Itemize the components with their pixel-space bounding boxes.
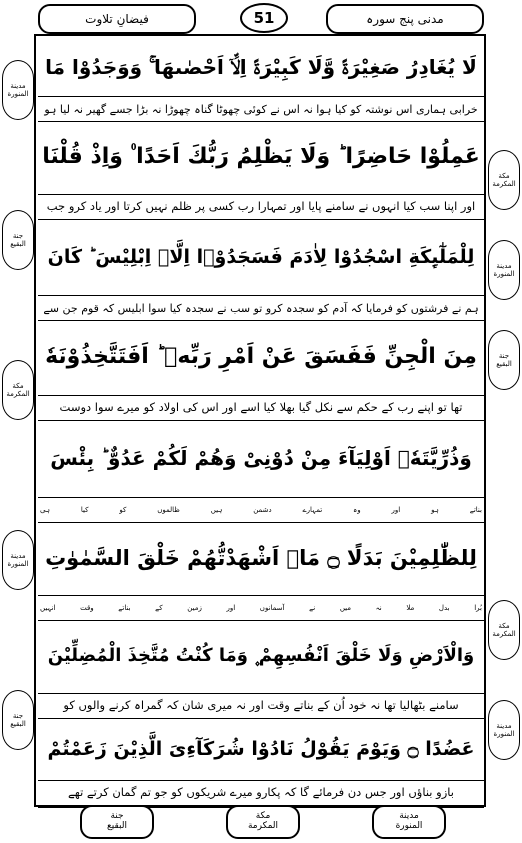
arabic-line-3 (40, 222, 482, 292)
line-rule (38, 620, 484, 621)
translation-text: ہم نے فرشتوں کو فرمایا کہ آدم کو سجدہ کرو تو سب نے سجدہ کیا سوا ابلیس کہ قوم جن سے (43, 301, 479, 315)
medallion-text: جنة (12, 231, 24, 240)
line-rule (38, 194, 484, 195)
medallion-text: البقیع (10, 240, 26, 248)
medallion-text: المكرمة (6, 390, 30, 398)
footer-text: البقیع (106, 821, 128, 831)
translation-text: اور اپنا سب کیا انہوں نے سامنے پایا اور تمہارا رب کسی پر ظلم نہیں کرتا اور یاد کرو جب (46, 199, 476, 214)
medallion-text: المنورة (493, 270, 515, 278)
page-number-text: 51 (253, 9, 275, 27)
side-medallion-left-3 (2, 360, 34, 420)
arabic-text: لَا یُغَادِرُ صَغِیْرَۃً وَّلَا کَبِیْرَۃً اِلَّاۤ اَحْصٰىهَا ۚ وَوَجَدُوْا مَا (45, 55, 477, 79)
footer-medallion-1 (80, 805, 154, 839)
medallion-text: مكة (498, 621, 510, 630)
header-right-title (326, 4, 484, 34)
medallion-text: مكة (12, 381, 24, 390)
medallion-text: البقیع (496, 360, 512, 368)
translation-line-2 (40, 197, 482, 217)
line-rule (38, 497, 484, 498)
medallion-text: مدینة (10, 551, 26, 560)
line-rule (38, 693, 484, 694)
side-medallion-right-1 (488, 150, 520, 210)
line-rule (38, 718, 484, 719)
medallion-text: جنة (12, 711, 24, 720)
translation-text: بناتے ہو اور وہ تمہارے دشمن ہیں ظالموں کو کیا ہی (40, 505, 482, 514)
medallion-text: مدینة (496, 261, 512, 270)
header-left-title (38, 4, 196, 34)
footer-text: جنة (110, 811, 124, 822)
translation-text: بازو بناؤں اور جس دن فرمائے گا کہ پکارو میرے شریکوں کو جو تم گمان کرتے تھے (68, 785, 454, 800)
footer-medallion-3 (372, 805, 446, 839)
translation-line-1 (40, 99, 482, 119)
translation-line-8 (40, 783, 482, 803)
arabic-text: وَالْاَرْضِ وَلَا خَلْقَ اَنْفُسِهِمْ ۪ وَمَا كُنْتُ مُتَّخِذَ الْمُضِلِّیْنَ (47, 645, 475, 666)
medallion-text: مدینة (10, 81, 26, 90)
translation-line-5 (40, 500, 482, 520)
medallion-text: المنورة (493, 730, 515, 738)
side-medallion-left-5 (2, 690, 34, 750)
page-number (240, 3, 288, 33)
footer-text: مدینة (399, 811, 419, 822)
line-rule (38, 320, 484, 321)
arabic-line-8 (40, 721, 482, 777)
arabic-line-4 (40, 323, 482, 391)
arabic-line-1 (40, 40, 482, 94)
side-medallion-right-3 (488, 330, 520, 390)
medallion-text: المكرمة (492, 630, 516, 638)
translation-line-7 (40, 696, 482, 716)
side-medallion-right-2 (488, 240, 520, 300)
arabic-text: عَضُدًا ۝ وَیَوْمَ یَقُوْلُ نَادُوْا شُرَكَآءِیَ الَّذِیْنَ زَعَمْتُمْ (47, 737, 475, 760)
line-rule (38, 96, 484, 97)
medallion-text: المنورة (7, 90, 29, 98)
line-rule (38, 522, 484, 523)
translation-line-6 (40, 598, 482, 618)
translation-line-3 (40, 298, 482, 318)
line-rule (38, 780, 484, 781)
medallion-text: مكة (498, 171, 510, 180)
medallion-text: مدینة (496, 721, 512, 730)
side-medallion-right-5 (488, 700, 520, 760)
arabic-text: عَمِلُوْا حَاضِرًا ؕ وَلَا یَظْلِمُ رَبُّكَ اَحَدًا ۠ وَاِذْ قُلْنَا (42, 144, 480, 169)
line-rule (38, 121, 484, 122)
side-medallion-left-2 (2, 210, 34, 270)
translation-text: بُرا بدل ملا نہ میں نے آسمانوں اور زمین کے بناتے وقت انہیں (40, 603, 482, 612)
arabic-text: لِلظّٰلِمِیْنَ بَدَلًا ۝ مَاۤ اَشْهَدْتُّهُمْ خَلْقَ السَّمٰوٰتِ (45, 545, 477, 570)
top-rule (38, 34, 484, 36)
side-medallion-right-4 (488, 600, 520, 660)
line-rule (38, 295, 484, 296)
arabic-text: وَذُرِّیَّتَهٗۤ اَوْلِیَآءَ مِنْ دُوْنِیْ وَهُمْ لَكُمْ عَدُوٌّ ؕ بِئْسَ (50, 446, 472, 470)
arabic-text: مِنَ الْجِنِّ فَفَسَقَ عَنْ اَمْرِ رَبِّهٖ ؕ اَفَتَتَّخِذُوْنَهٗ (45, 344, 477, 369)
side-medallion-left-4 (2, 530, 34, 590)
footer-text: مكة (255, 811, 271, 822)
arabic-text: لِلْمَلٰٓىِٕكَةِ اسْجُدُوْا لِاٰدَمَ فَسَجَدُوْۤا اِلَّاۤ اِبْلِیْسَ ؕ كَانَ (47, 245, 475, 268)
footer-medallion-2 (226, 805, 300, 839)
line-rule (38, 219, 484, 220)
header-left-text: فیضانِ تلاوت (85, 12, 149, 26)
arabic-line-2 (40, 124, 482, 190)
arabic-line-7 (40, 623, 482, 689)
footer-text: المكرمة (247, 821, 279, 831)
translation-text: سامنے بٹھالیا تھا نہ خود اُن کے بناتے وقت اور نہ میری شان کہ گمراہ کرنے والوں کو (63, 698, 459, 713)
translation-line-4 (40, 398, 482, 418)
medallion-text: المنورة (7, 560, 29, 568)
medallion-text: جنة (498, 351, 510, 360)
line-rule (38, 595, 484, 596)
arabic-line-6 (40, 525, 482, 591)
medallion-text: البقیع (10, 720, 26, 728)
translation-text: خرابی ہماری اس نوشتہ کو کیا ہوا نہ اس نے کوئی چھوٹا گناہ چھوڑا نہ بڑا جسے گھیر نہ لیا ہو (44, 102, 478, 116)
footer-text: المنورة (395, 821, 423, 831)
side-medallion-left-1 (2, 60, 34, 120)
translation-text: تھا تو اپنے رب کے حکم سے نکل گیا بھلا کیا اسے اور اس کی اولاد کو میرے سوا دوست (59, 400, 463, 415)
medallion-text: المكرمة (492, 180, 516, 188)
arabic-line-5 (40, 423, 482, 493)
line-rule (38, 420, 484, 421)
header-right-text: مدنی پنج سورہ (366, 12, 444, 26)
line-rule (38, 395, 484, 396)
